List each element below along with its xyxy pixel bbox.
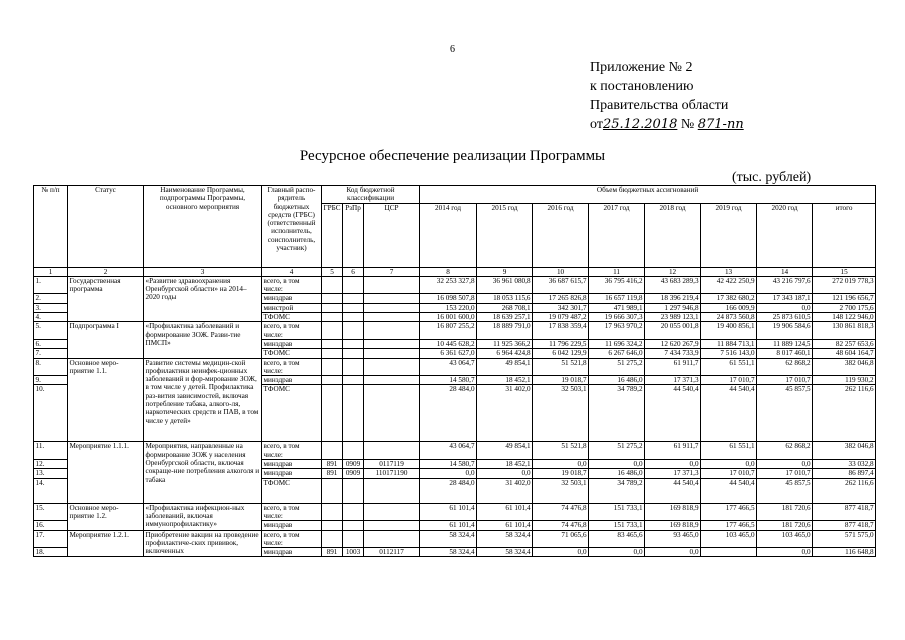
row-code-grbs: [322, 294, 343, 303]
row-value: 18 396 219,4: [645, 294, 701, 303]
row-code-rzpr: 1003: [343, 548, 364, 557]
row-total: 33 032,8: [813, 460, 876, 469]
col-index: 6: [343, 267, 364, 276]
row-code-grbs: 891: [322, 460, 343, 469]
row-number: 17.: [34, 530, 68, 548]
row-value: 34 789,2: [589, 385, 645, 442]
row-name: «Развитие здравоохранения Оренбургской области» на 2014–2020 годы: [144, 276, 262, 321]
row-value: 42 422 250,9: [701, 276, 757, 294]
row-value: 11 884 713,1: [701, 339, 757, 348]
row-value: 18 452,1: [477, 376, 533, 385]
row-value: 169 818,9: [645, 503, 701, 521]
row-number: 6.: [34, 339, 68, 348]
header-volume: Объем бюджетных ассигнований: [420, 186, 876, 204]
row-value: 19 018,7: [533, 469, 589, 478]
row-value: 6 361 627,0: [420, 349, 477, 358]
row-value: 31 402,0: [477, 478, 533, 503]
row-value: 83 465,6: [589, 530, 645, 548]
page-number: 6: [450, 44, 455, 55]
row-number: 1.: [34, 276, 68, 294]
row-total: 82 257 653,6: [813, 339, 876, 348]
row-name: «Профилактика инфекцион-ных заболеваний, включая иммунопрофилактику»: [144, 503, 262, 530]
row-value: 49 854,1: [477, 358, 533, 376]
row-value: 45 857,5: [757, 478, 813, 503]
row-code-grbs: 891: [322, 548, 343, 557]
row-number: 15.: [34, 503, 68, 521]
row-value: [701, 548, 757, 557]
col-index: 9: [477, 267, 533, 276]
row-value: 61 551,1: [701, 358, 757, 376]
col-index: 3: [144, 267, 262, 276]
row-total: 148 122 946,0: [813, 313, 876, 322]
row-value: 61 101,4: [477, 521, 533, 530]
row-code-rzpr: 0909: [343, 460, 364, 469]
row-number: 18.: [34, 548, 68, 557]
row-value: 23 989 123,1: [645, 313, 701, 322]
row-value: 16 657 119,8: [589, 294, 645, 303]
row-value: 17 010,7: [757, 469, 813, 478]
row-value: 28 484,0: [420, 478, 477, 503]
row-number: 9.: [34, 376, 68, 385]
row-grbs: минздрав: [262, 548, 322, 557]
col-index: 13: [701, 267, 757, 276]
row-total: 382 046,8: [813, 358, 876, 376]
row-number: 4.: [34, 313, 68, 322]
row-number: 5.: [34, 322, 68, 340]
row-value: 51 275,2: [589, 358, 645, 376]
row-value: 0,0: [420, 469, 477, 478]
row-value: 32 253 327,8: [420, 276, 477, 294]
row-code-grbs: [322, 478, 343, 503]
row-code-csr: [364, 503, 420, 521]
row-value: 17 371,3: [645, 376, 701, 385]
document-title: Ресурсное обеспечение реализации Программы: [299, 148, 606, 164]
header-grbs: Главный распо-рядитель бюджетных средств (ГРБС) (ответственный исполнитель, соисполнитель, участник): [262, 186, 322, 268]
row-value: 7 516 143,0: [701, 349, 757, 358]
row-value: 17 010,7: [701, 469, 757, 478]
table-row: [34, 530, 876, 548]
row-value: 19 906 584,6: [757, 322, 813, 340]
row-grbs: всего, в том числе:: [262, 322, 322, 340]
row-value: 11 696 324,2: [589, 339, 645, 348]
header-status: Статус: [68, 186, 144, 268]
row-value: 32 503,1: [533, 385, 589, 442]
row-code-csr: [364, 358, 420, 376]
row-value: 61 101,4: [420, 521, 477, 530]
row-value: 103 465,0: [757, 530, 813, 548]
row-number: 8.: [34, 358, 68, 376]
row-code-csr: [364, 521, 420, 530]
row-value: 6 042 129,9: [533, 349, 589, 358]
row-number: 14.: [34, 478, 68, 503]
row-value: 19 079 487,2: [533, 313, 589, 322]
row-code-csr: [364, 339, 420, 348]
row-value: 51 275,2: [589, 442, 645, 460]
col-index: 12: [645, 267, 701, 276]
row-value: 18 053 115,6: [477, 294, 533, 303]
row-grbs: ТФОМС: [262, 313, 322, 322]
header-code-grbs: ГРБС: [322, 203, 343, 267]
row-value: 10 445 628,2: [420, 339, 477, 348]
row-value: 268 708,1: [477, 303, 533, 312]
row-value: 19 400 856,1: [701, 322, 757, 340]
header-year-2015: 2015 год: [477, 203, 533, 267]
row-value: 74 476,8: [533, 503, 589, 521]
row-code-grbs: [322, 385, 343, 442]
row-value: 14 580,7: [420, 376, 477, 385]
row-code-csr: [364, 276, 420, 294]
col-index: 1: [34, 267, 68, 276]
row-code-csr: [364, 349, 420, 358]
row-value: 153 220,0: [420, 303, 477, 312]
row-code-rzpr: [343, 339, 364, 348]
row-grbs: ТФОМС: [262, 349, 322, 358]
row-value: 16 001 600,0: [420, 313, 477, 322]
row-grbs: минздрав: [262, 294, 322, 303]
row-code-rzpr: [343, 385, 364, 442]
row-value: 0,0: [589, 460, 645, 469]
row-status: Мероприятие 1.2.1.: [68, 530, 144, 557]
row-value: 20 055 001,8: [645, 322, 701, 340]
row-code-rzpr: [343, 303, 364, 312]
row-value: 24 873 560,8: [701, 313, 757, 322]
row-code-csr: [364, 478, 420, 503]
row-value: 103 465,0: [701, 530, 757, 548]
row-value: 61 101,4: [420, 503, 477, 521]
row-number: 11.: [34, 442, 68, 460]
row-value: 17 963 970,2: [589, 322, 645, 340]
header-year-2016: 2016 год: [533, 203, 589, 267]
row-value: 471 989,1: [589, 303, 645, 312]
row-value: 58 324,4: [477, 530, 533, 548]
row-value: 18 452,1: [477, 460, 533, 469]
row-code-csr: [364, 303, 420, 312]
row-value: 44 540,4: [645, 385, 701, 442]
header-year-2018: 2018 год: [645, 203, 701, 267]
row-status: Основное меро-приятие 1.1.: [68, 358, 144, 442]
row-name: «Профилактика заболеваний и формирование ЗОЖ. Разви-тие ПМСП»: [144, 322, 262, 358]
row-code-grbs: [322, 313, 343, 322]
row-value: 8 017 460,1: [757, 349, 813, 358]
row-value: 44 540,4: [701, 385, 757, 442]
row-code-rzpr: [343, 294, 364, 303]
row-code-rzpr: [343, 442, 364, 460]
row-value: 32 503,1: [533, 478, 589, 503]
row-total: 262 116,6: [813, 478, 876, 503]
row-number: 10.: [34, 385, 68, 442]
row-name: Развитие системы медицин-ской профилактики неинфек-ционных заболеваний и фор-мирование ЗОЖ, в том числе у детей. Профилактика раз-вития зависимостей, включая потребление табака, алкого-ля, наркотических средств и ПАВ, в том числе у детей»: [144, 358, 262, 442]
row-value: 151 733,1: [589, 521, 645, 530]
appendix-date: 25.12.2018: [602, 117, 678, 132]
col-index: 4: [262, 267, 322, 276]
appendix-line-1: Приложение № 2: [590, 60, 693, 75]
row-grbs: ТФОМС: [262, 385, 322, 442]
row-value: 181 720,6: [757, 521, 813, 530]
row-value: 36 961 080,8: [477, 276, 533, 294]
row-code-rzpr: [343, 376, 364, 385]
row-value: 18 639 257,1: [477, 313, 533, 322]
row-total: 48 604 164,7: [813, 349, 876, 358]
row-total: 571 575,0: [813, 530, 876, 548]
row-name: Приобретение вакцин на проведение профилактиче-ских прививок, включенных: [144, 530, 262, 557]
row-total: 86 897,4: [813, 469, 876, 478]
row-value: 58 324,4: [420, 548, 477, 557]
row-value: 0,0: [645, 460, 701, 469]
row-value: 16 486,0: [589, 376, 645, 385]
col-index: 5: [322, 267, 343, 276]
row-value: 11 925 366,2: [477, 339, 533, 348]
table-row: [34, 358, 876, 376]
row-code-csr: 0112117: [364, 548, 420, 557]
row-total: 130 861 818,3: [813, 322, 876, 340]
row-code-csr: [364, 385, 420, 442]
header-year-2017: 2017 год: [589, 203, 645, 267]
col-index: 8: [420, 267, 477, 276]
row-value: 44 540,4: [645, 478, 701, 503]
row-value: 43 064,7: [420, 442, 477, 460]
row-grbs: минздрав: [262, 339, 322, 348]
row-value: 43 683 289,3: [645, 276, 701, 294]
row-total: 262 116,6: [813, 385, 876, 442]
row-value: 25 873 610,5: [757, 313, 813, 322]
row-code-grbs: [322, 376, 343, 385]
row-code-csr: [364, 322, 420, 340]
row-number: 13.: [34, 469, 68, 478]
row-value: 44 540,4: [701, 478, 757, 503]
row-value: 17 010,7: [701, 376, 757, 385]
row-total: 877 418,7: [813, 503, 876, 521]
row-code-csr: [364, 442, 420, 460]
col-index: 11: [589, 267, 645, 276]
row-grbs: минздрав: [262, 469, 322, 478]
row-value: 16 486,0: [589, 469, 645, 478]
row-code-grbs: [322, 521, 343, 530]
row-value: 6 267 646,0: [589, 349, 645, 358]
row-value: 0,0: [701, 460, 757, 469]
table-row: [34, 442, 876, 460]
row-total: 382 046,8: [813, 442, 876, 460]
appendix-number: 871-пп: [697, 117, 744, 132]
row-value: 58 324,4: [477, 548, 533, 557]
row-value: 74 476,8: [533, 521, 589, 530]
col-index: 2: [68, 267, 144, 276]
row-status: Основное меро-приятие 1.2.: [68, 503, 144, 530]
row-value: 19 018,7: [533, 376, 589, 385]
row-value: 151 733,1: [589, 503, 645, 521]
row-code-grbs: [322, 276, 343, 294]
row-value: 17 265 826,8: [533, 294, 589, 303]
row-value: 0,0: [757, 460, 813, 469]
row-number: 7.: [34, 349, 68, 358]
row-code-csr: [364, 530, 420, 548]
row-value: 31 402,0: [477, 385, 533, 442]
row-status: Государственная программа: [68, 276, 144, 321]
row-value: 17 382 680,2: [701, 294, 757, 303]
row-grbs: ТФОМС: [262, 478, 322, 503]
row-code-rzpr: [343, 358, 364, 376]
row-code-grbs: [322, 303, 343, 312]
header-year-2014: 2014 год: [420, 203, 477, 267]
row-value: 177 466,5: [701, 521, 757, 530]
row-value: 0,0: [589, 548, 645, 557]
row-value: 16 098 507,8: [420, 294, 477, 303]
row-code-csr: [364, 376, 420, 385]
row-code-grbs: [322, 322, 343, 340]
header-budget-code: Код бюджетной классификации: [322, 186, 420, 204]
row-code-rzpr: [343, 530, 364, 548]
row-value: 17 010,7: [757, 376, 813, 385]
row-code-rzpr: 0909: [343, 469, 364, 478]
row-value: 62 868,2: [757, 358, 813, 376]
row-value: 181 720,6: [757, 503, 813, 521]
row-code-grbs: [322, 339, 343, 348]
row-code-csr: 0117119: [364, 460, 420, 469]
row-status: Мероприятие 1.1.1.: [68, 442, 144, 503]
appendix-no-label: №: [680, 117, 695, 132]
row-value: 166 009,9: [701, 303, 757, 312]
row-value: 0,0: [757, 303, 813, 312]
row-code-rzpr: [343, 276, 364, 294]
row-value: 17 371,3: [645, 469, 701, 478]
row-grbs: всего, в том числе:: [262, 358, 322, 376]
row-number: 12.: [34, 460, 68, 469]
col-index: 14: [757, 267, 813, 276]
row-value: 62 868,2: [757, 442, 813, 460]
row-value: 61 911,7: [645, 442, 701, 460]
row-value: 0,0: [533, 548, 589, 557]
row-grbs: всего, в том числе:: [262, 503, 322, 521]
row-total: 877 418,7: [813, 521, 876, 530]
units-label: (тыс. рублей): [732, 170, 812, 185]
table-row: [34, 276, 876, 294]
col-index: 7: [364, 267, 420, 276]
row-value: 17 838 359,4: [533, 322, 589, 340]
row-total: 121 196 656,7: [813, 294, 876, 303]
header-num: № п/п: [34, 186, 68, 268]
header-total: итого: [813, 203, 876, 267]
row-number: 16.: [34, 521, 68, 530]
row-code-csr: 110171190: [364, 469, 420, 478]
row-value: 61 551,1: [701, 442, 757, 460]
row-grbs: всего, в том числе:: [262, 276, 322, 294]
row-code-rzpr: [343, 313, 364, 322]
row-total: 116 648,8: [813, 548, 876, 557]
row-value: 169 818,9: [645, 521, 701, 530]
row-value: 43 216 797,6: [757, 276, 813, 294]
resource-table: [33, 185, 876, 557]
row-value: 49 854,1: [477, 442, 533, 460]
row-grbs: минстрой: [262, 303, 322, 312]
row-code-grbs: 891: [322, 469, 343, 478]
header-year-2020: 2020 год: [757, 203, 813, 267]
row-code-rzpr: [343, 521, 364, 530]
row-value: 18 889 791,0: [477, 322, 533, 340]
row-value: 28 484,0: [420, 385, 477, 442]
row-code-rzpr: [343, 478, 364, 503]
row-value: 0,0: [645, 548, 701, 557]
row-value: 93 465,0: [645, 530, 701, 548]
table-row: [34, 503, 876, 521]
row-code-grbs: [322, 530, 343, 548]
row-code-rzpr: [343, 503, 364, 521]
row-value: 0,0: [757, 548, 813, 557]
row-number: 2.: [34, 294, 68, 303]
header-code-rzpr: РзПр: [343, 203, 364, 267]
row-value: 71 065,6: [533, 530, 589, 548]
row-code-grbs: [322, 503, 343, 521]
row-grbs: минздрав: [262, 460, 322, 469]
row-value: 11 796 229,5: [533, 339, 589, 348]
row-status: Подпрограмма I: [68, 322, 144, 358]
row-value: 34 789,2: [589, 478, 645, 503]
row-value: 36 795 416,2: [589, 276, 645, 294]
row-value: 45 857,5: [757, 385, 813, 442]
appendix-block: [590, 58, 744, 134]
row-value: 36 687 615,7: [533, 276, 589, 294]
table-body: [34, 276, 876, 557]
row-value: 14 580,7: [420, 460, 477, 469]
appendix-line-3: Правительства области: [590, 98, 729, 113]
row-code-csr: [364, 294, 420, 303]
row-grbs: всего, в том числе:: [262, 530, 322, 548]
row-value: 61 911,7: [645, 358, 701, 376]
appendix-line-2: к постановлению: [590, 79, 694, 94]
row-number: 3.: [34, 303, 68, 312]
header-code-csr: ЦСР: [364, 203, 420, 267]
header-name: Наименование Программы, подпрограммы Программы, основного мероприятия: [144, 186, 262, 268]
row-grbs: всего, в том числе:: [262, 442, 322, 460]
row-value: 58 324,4: [420, 530, 477, 548]
row-code-rzpr: [343, 322, 364, 340]
appendix-from: от: [590, 117, 603, 132]
row-value: 0,0: [533, 460, 589, 469]
row-grbs: минздрав: [262, 521, 322, 530]
col-index: 15: [813, 267, 876, 276]
row-total: 2 700 175,6: [813, 303, 876, 312]
row-code-rzpr: [343, 349, 364, 358]
row-value: 0,0: [477, 469, 533, 478]
row-value: 11 889 124,5: [757, 339, 813, 348]
row-value: 1 297 946,8: [645, 303, 701, 312]
row-value: 19 666 307,3: [589, 313, 645, 322]
row-value: 16 807 255,2: [420, 322, 477, 340]
row-value: 7 434 733,9: [645, 349, 701, 358]
row-value: 6 964 424,8: [477, 349, 533, 358]
header-year-2019: 2019 год: [701, 203, 757, 267]
row-total: 119 930,2: [813, 376, 876, 385]
row-value: 61 101,4: [477, 503, 533, 521]
row-code-grbs: [322, 442, 343, 460]
row-value: 17 343 187,1: [757, 294, 813, 303]
row-value: 51 521,8: [533, 358, 589, 376]
appendix-line-4: [590, 115, 744, 134]
row-value: 51 521,8: [533, 442, 589, 460]
table-row: [34, 322, 876, 340]
row-name: Мероприятия, направленные на формирование ЗОЖ у населения Оренбургской области, включая сокраще-ние потребления алкоголя и табака: [144, 442, 262, 503]
row-code-grbs: [322, 349, 343, 358]
row-total: 272 019 778,3: [813, 276, 876, 294]
row-value: 342 301,7: [533, 303, 589, 312]
column-index-row: [34, 267, 876, 276]
row-value: 43 064,7: [420, 358, 477, 376]
row-value: 12 620 267,9: [645, 339, 701, 348]
row-value: 177 466,5: [701, 503, 757, 521]
row-grbs: минздрав: [262, 376, 322, 385]
row-code-csr: [364, 313, 420, 322]
row-code-grbs: [322, 358, 343, 376]
col-index: 10: [533, 267, 589, 276]
